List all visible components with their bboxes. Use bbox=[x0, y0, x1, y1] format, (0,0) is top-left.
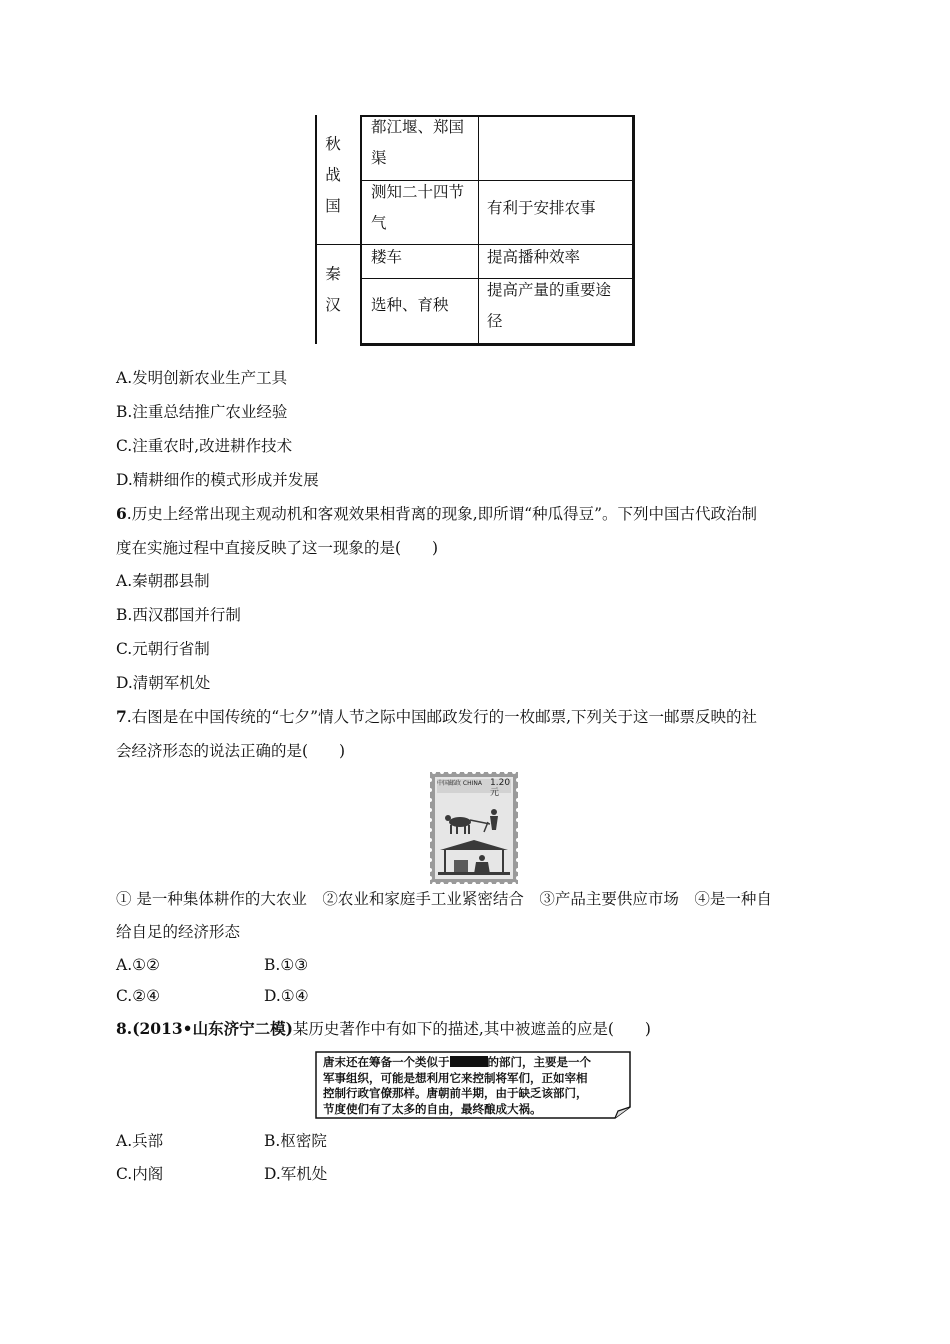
cell-dujiangyan-l2: 渠 bbox=[371, 149, 387, 167]
q8-number: 8 bbox=[116, 1019, 127, 1038]
q6-stem-line2: 度在实施过程中直接反映了这一现象的是( ) bbox=[116, 539, 439, 557]
table-border-right bbox=[632, 115, 635, 346]
table-line-h2 bbox=[315, 244, 635, 245]
q8-option-a: A.兵部 bbox=[116, 1132, 164, 1150]
q5-option-b: B.注重总结推广农业经验 bbox=[116, 403, 288, 421]
q7-text-line1: .右图是在中国传统的“七夕”情人节之际中国邮政发行的一枚邮票,下列关于这一邮票反映的社 bbox=[126, 708, 758, 726]
table-border-bottom bbox=[360, 343, 635, 346]
q7-option-c: C.②④ bbox=[116, 987, 161, 1005]
qixi-stamp-image bbox=[430, 772, 518, 884]
q8-source: .(2013•山东济宁二模) bbox=[126, 1019, 293, 1038]
q6-text-line1: .历史上经常出现主观动机和客观效果相背离的现象,即所谓“种瓜得豆”。下列中国古代政治制 bbox=[126, 505, 758, 523]
q5-option-c: C.注重农时,改进耕作技术 bbox=[116, 437, 293, 455]
q6-option-c: C.元朝行省制 bbox=[116, 640, 210, 658]
q6-option-b: B.西汉郡国并行制 bbox=[116, 606, 241, 624]
q8-quote-line4: 节度使们有了太多的自由，最终酿成大祸。 bbox=[323, 1101, 542, 1116]
q6-stem-line1 bbox=[116, 504, 757, 524]
table-line-v1 bbox=[360, 115, 362, 346]
q7-stem-line1 bbox=[116, 707, 757, 727]
q7-option-d: D.①④ bbox=[264, 987, 309, 1005]
cell-solar-terms-l1: 测知二十四节 bbox=[371, 183, 465, 201]
cell-seed-selection: 选种、育秧 bbox=[371, 296, 449, 314]
period-qin-han: 秦汉 bbox=[325, 265, 341, 314]
cell-yield-l1: 提高产量的重要途 bbox=[487, 281, 612, 299]
q8-option-b: B.枢密院 bbox=[264, 1132, 327, 1150]
agriculture-table bbox=[315, 115, 635, 346]
q6-option-a: A.秦朝郡县制 bbox=[116, 572, 210, 590]
q6-option-d: D.清朝军机处 bbox=[116, 674, 211, 692]
q7-option-b: B.①③ bbox=[264, 956, 309, 974]
cell-solar-terms-l2: 气 bbox=[371, 214, 387, 232]
table-line-v2 bbox=[478, 115, 479, 344]
q7-number: 7 bbox=[116, 707, 127, 726]
cell-arrange-farming: 有利于安排农事 bbox=[487, 199, 596, 217]
cell-dujiangyan-l1: 都江堰、郑国 bbox=[371, 118, 465, 136]
q7-stem-line2: 会经济形态的说法正确的是( ) bbox=[116, 742, 346, 760]
cell-seed-drill: 耧车 bbox=[371, 248, 403, 266]
cell-yield-l2: 径 bbox=[487, 312, 503, 330]
q7-statements-line1: ① 是一种集体耕作的大农业 ②农业和家庭手工业紧密结合 ③产品主要供应市场 ④是一种自 bbox=[116, 890, 772, 908]
q8-quote-box bbox=[315, 1051, 631, 1119]
q8-quote-line1 bbox=[323, 1055, 623, 1071]
q5-option-a: A.发明创新农业生产工具 bbox=[116, 369, 288, 387]
q8-option-c: C.内阁 bbox=[116, 1165, 164, 1183]
q8-option-d: D.军机处 bbox=[264, 1165, 328, 1183]
stamp-denomination: 1.20元 bbox=[490, 778, 511, 798]
q8-quote-text bbox=[323, 1055, 623, 1117]
period-warring-states: 秋战国 bbox=[325, 135, 341, 215]
q7-statements-line2: 给自足的经济形态 bbox=[116, 923, 241, 941]
q8-quote-line3: 控制行政官僚那样。唐朝前半期，由于缺乏该部门， bbox=[323, 1086, 588, 1100]
table-border-left bbox=[315, 115, 317, 344]
q8-quote-line1-b: 的部门，主要是一个 bbox=[487, 1055, 591, 1069]
q8-text: 某历史著作中有如下的描述,其中被遮盖的应是( ) bbox=[292, 1020, 651, 1038]
q8-stem bbox=[116, 1019, 651, 1039]
q7-option-a: A.①② bbox=[116, 956, 160, 974]
q6-number: 6 bbox=[116, 504, 127, 523]
q5-option-d: D.精耕细作的模式形成并发展 bbox=[116, 471, 319, 489]
redaction-block bbox=[450, 1056, 488, 1067]
q8-quote-line1-a: 唐末还在筹备一个类似于 bbox=[323, 1055, 450, 1069]
q8-quote-line2: 军事组织，可能是想利用它来控制将军们，正如宰相 bbox=[323, 1070, 588, 1085]
cell-sowing-efficiency: 提高播种效率 bbox=[487, 248, 581, 266]
stamp-caption: 中国邮政 CHINA bbox=[437, 780, 482, 787]
